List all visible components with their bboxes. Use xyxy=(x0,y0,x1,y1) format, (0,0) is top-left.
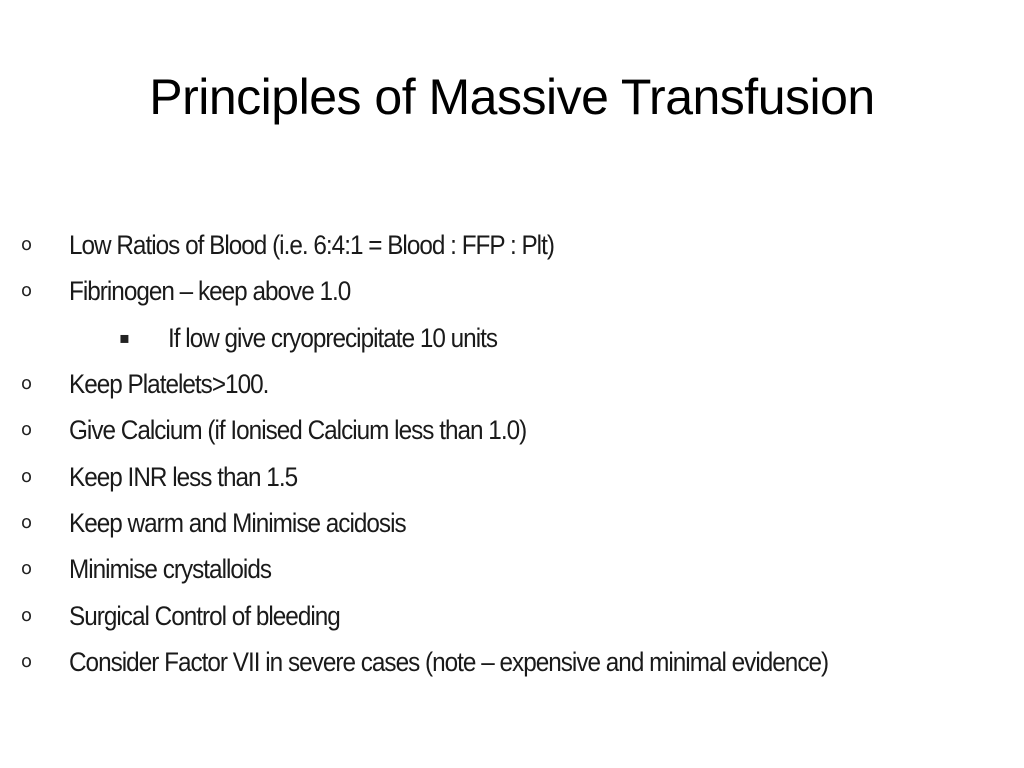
bullet-text: Low Ratios of Blood (i.e. 6:4:1 = Blood : FFP : Plt) xyxy=(69,230,554,261)
circle-bullet-icon: o xyxy=(21,604,33,626)
bullet-text: Give Calcium (if Ionised Calcium less than 1.0) xyxy=(69,415,527,446)
circle-bullet-icon: o xyxy=(21,558,33,580)
slide-title: Principles of Massive Transfusion xyxy=(149,69,875,125)
bullet-text: Consider Factor VII in severe cases (note – expensive and minimal evidence) xyxy=(69,646,829,677)
square-bullet-icon: ▪ xyxy=(119,327,130,347)
circle-bullet-icon: o xyxy=(21,280,33,302)
circle-bullet-icon: o xyxy=(21,419,33,441)
bullet-item xyxy=(0,453,1024,499)
bullet-text: Keep warm and Minimise acidosis xyxy=(69,507,406,538)
bullet-item xyxy=(0,546,1024,592)
bullet-text: Fibrinogen – keep above 1.0 xyxy=(69,276,351,307)
circle-bullet-icon: o xyxy=(21,465,33,487)
bullet-text: Minimise crystalloids xyxy=(69,554,272,585)
sub-bullet-text: If low give cryoprecipitate 10 units xyxy=(168,322,498,353)
bullet-text: Surgical Control of bleeding xyxy=(69,600,340,631)
bullet-list xyxy=(0,222,1024,685)
circle-bullet-icon: o xyxy=(21,650,33,672)
circle-bullet-icon: o xyxy=(21,373,33,395)
bullet-text: Keep INR less than 1.5 xyxy=(69,461,298,492)
bullet-item xyxy=(0,592,1024,638)
circle-bullet-icon: o xyxy=(21,234,33,256)
bullet-item xyxy=(0,268,1024,314)
bullet-item xyxy=(0,407,1024,453)
bullet-item xyxy=(0,500,1024,546)
sub-bullet-item xyxy=(0,315,1024,361)
bullet-text: Keep Platelets>100. xyxy=(69,369,269,400)
bullet-item xyxy=(0,222,1024,268)
bullet-item xyxy=(0,361,1024,407)
bullet-item xyxy=(0,639,1024,685)
circle-bullet-icon: o xyxy=(21,511,33,533)
